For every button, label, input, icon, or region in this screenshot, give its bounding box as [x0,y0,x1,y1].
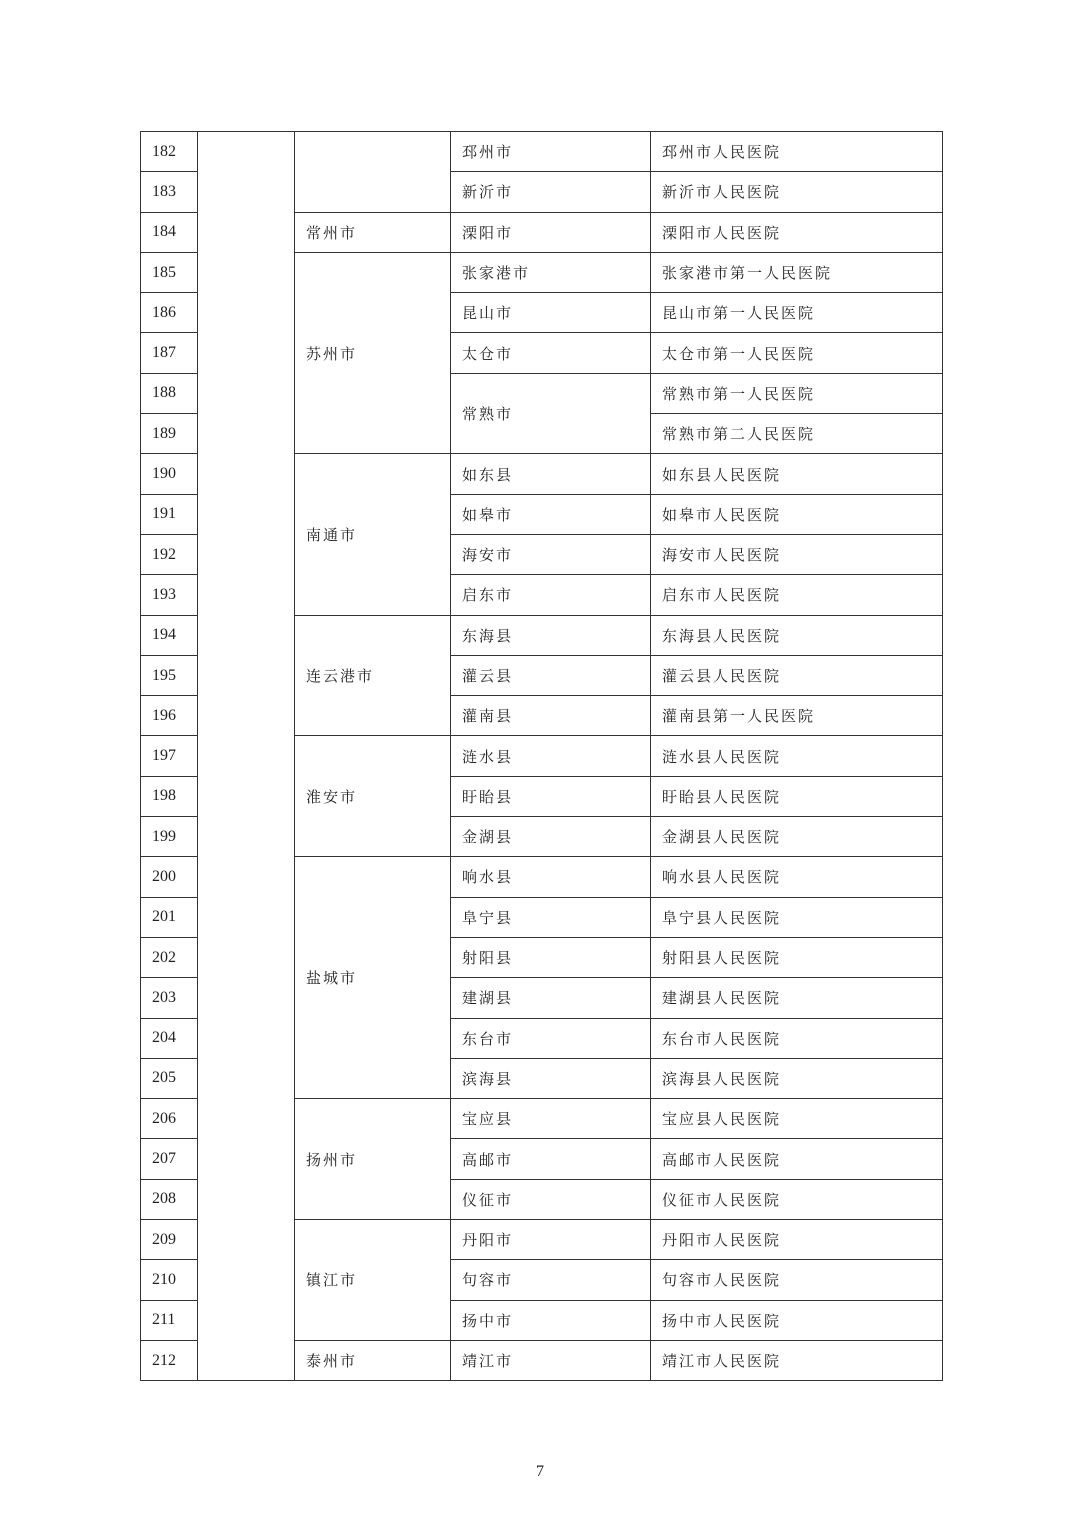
county-cell: 常熟市 [451,373,651,454]
hospital-name-cell: 启东市人民医院 [651,575,943,615]
hospital-name-cell: 灌云县人民医院 [651,655,943,695]
hospital-name-cell: 仪征市人民医院 [651,1179,943,1219]
county-cell: 响水县 [451,857,651,897]
row-number-cell: 203 [141,978,198,1018]
hospital-name-cell: 句容市人民医院 [651,1260,943,1300]
city-cell: 镇江市 [295,1220,451,1341]
county-cell: 句容市 [451,1260,651,1300]
row-number-cell: 186 [141,293,198,333]
city-cell: 连云港市 [295,615,451,736]
city-cell: 常州市 [295,212,451,252]
hospital-name-cell: 丹阳市人民医院 [651,1220,943,1260]
county-cell: 张家港市 [451,252,651,292]
row-number-cell: 189 [141,414,198,454]
hospital-table [140,131,943,1381]
city-cell: 苏州市 [295,252,451,453]
hospital-name-cell: 张家港市第一人民医院 [651,252,943,292]
row-number-cell: 207 [141,1139,198,1179]
hospital-name-cell: 常熟市第一人民医院 [651,373,943,413]
hospital-table-body [141,132,943,1381]
hospital-name-cell: 靖江市人民医院 [651,1340,943,1380]
hospital-name-cell: 滨海县人民医院 [651,1058,943,1098]
row-number-cell: 194 [141,615,198,655]
hospital-name-cell: 如东县人民医院 [651,454,943,494]
county-cell: 涟水县 [451,736,651,776]
county-cell: 太仓市 [451,333,651,373]
row-number-cell: 195 [141,655,198,695]
row-number-cell: 206 [141,1099,198,1139]
city-cell: 南通市 [295,454,451,615]
hospital-name-cell: 盱眙县人民医院 [651,776,943,816]
city-cell: 扬州市 [295,1099,451,1220]
row-number-cell: 208 [141,1179,198,1219]
hospital-name-cell: 昆山市第一人民医院 [651,293,943,333]
hospital-name-cell: 宝应县人民医院 [651,1099,943,1139]
county-cell: 溧阳市 [451,212,651,252]
county-cell: 海安市 [451,534,651,574]
row-number-cell: 191 [141,494,198,534]
hospital-name-cell: 海安市人民医院 [651,534,943,574]
county-cell: 灌南县 [451,696,651,736]
row-number-cell: 185 [141,252,198,292]
county-cell: 邳州市 [451,132,651,172]
row-number-cell: 188 [141,373,198,413]
hospital-name-cell: 溧阳市人民医院 [651,212,943,252]
row-number-cell: 202 [141,937,198,977]
hospital-name-cell: 常熟市第二人民医院 [651,414,943,454]
city-cell: 淮安市 [295,736,451,857]
city-cell: 盐城市 [295,857,451,1099]
county-cell: 如东县 [451,454,651,494]
row-number-cell: 200 [141,857,198,897]
row-number-cell: 205 [141,1058,198,1098]
row-number-cell: 204 [141,1018,198,1058]
hospital-name-cell: 如皋市人民医院 [651,494,943,534]
row-number-cell: 211 [141,1300,198,1340]
county-cell: 阜宁县 [451,897,651,937]
hospital-name-cell: 新沂市人民医院 [651,172,943,212]
hospital-name-cell: 东海县人民医院 [651,615,943,655]
row-number-cell: 190 [141,454,198,494]
row-number-cell: 183 [141,172,198,212]
county-cell: 滨海县 [451,1058,651,1098]
hospital-name-cell: 扬中市人民医院 [651,1300,943,1340]
row-number-cell: 196 [141,696,198,736]
table-row [141,132,943,172]
county-cell: 昆山市 [451,293,651,333]
city-cell [295,132,451,213]
province-cell [198,132,295,1381]
hospital-name-cell: 阜宁县人民医院 [651,897,943,937]
county-cell: 东台市 [451,1018,651,1058]
county-cell: 盱眙县 [451,776,651,816]
row-number-cell: 212 [141,1340,198,1380]
county-cell: 射阳县 [451,937,651,977]
row-number-cell: 198 [141,776,198,816]
county-cell: 金湖县 [451,817,651,857]
county-cell: 高邮市 [451,1139,651,1179]
hospital-name-cell: 金湖县人民医院 [651,817,943,857]
county-cell: 如皋市 [451,494,651,534]
county-cell: 丹阳市 [451,1220,651,1260]
hospital-name-cell: 涟水县人民医院 [651,736,943,776]
hospital-name-cell: 东台市人民医院 [651,1018,943,1058]
county-cell: 宝应县 [451,1099,651,1139]
row-number-cell: 210 [141,1260,198,1300]
hospital-name-cell: 邳州市人民医院 [651,132,943,172]
hospital-name-cell: 灌南县第一人民医院 [651,696,943,736]
hospital-name-cell: 高邮市人民医院 [651,1139,943,1179]
county-cell: 新沂市 [451,172,651,212]
county-cell: 扬中市 [451,1300,651,1340]
row-number-cell: 182 [141,132,198,172]
row-number-cell: 187 [141,333,198,373]
county-cell: 靖江市 [451,1340,651,1380]
county-cell: 建湖县 [451,978,651,1018]
county-cell: 灌云县 [451,655,651,695]
county-cell: 仪征市 [451,1179,651,1219]
county-cell: 启东市 [451,575,651,615]
page-number: 7 [536,1463,544,1480]
row-number-cell: 184 [141,212,198,252]
row-number-cell: 201 [141,897,198,937]
hospital-name-cell: 射阳县人民医院 [651,937,943,977]
row-number-cell: 199 [141,817,198,857]
row-number-cell: 192 [141,534,198,574]
city-cell: 泰州市 [295,1340,451,1380]
row-number-cell: 209 [141,1220,198,1260]
hospital-name-cell: 建湖县人民医院 [651,978,943,1018]
row-number-cell: 197 [141,736,198,776]
row-number-cell: 193 [141,575,198,615]
county-cell: 东海县 [451,615,651,655]
hospital-name-cell: 太仓市第一人民医院 [651,333,943,373]
hospital-name-cell: 响水县人民医院 [651,857,943,897]
